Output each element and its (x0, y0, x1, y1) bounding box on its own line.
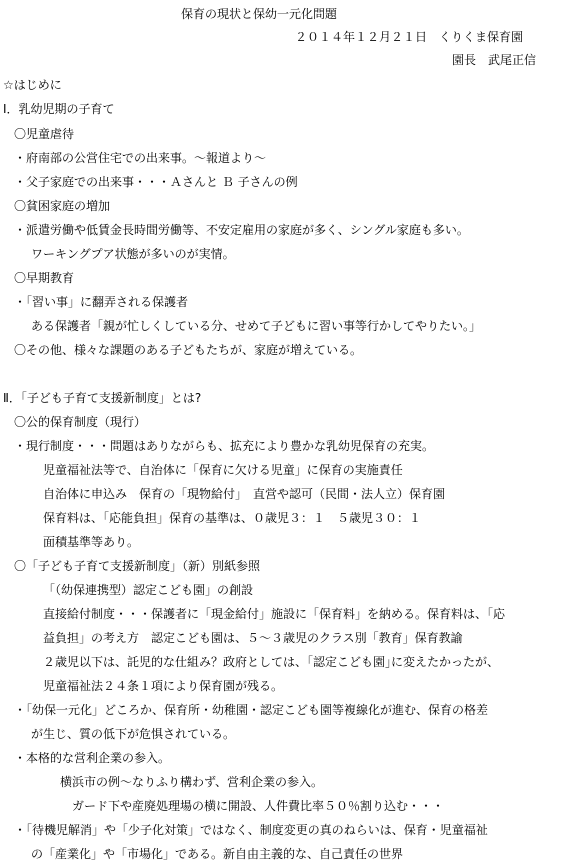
text-line: ・府南部の公営住宅での出来事。～報道より～ (14, 151, 267, 165)
text-line: ・本格的な営利企業の参入。 (14, 751, 171, 765)
section-1-heading: Ⅰ．乳幼児期の子育て (3, 102, 115, 116)
subheading-public-childcare: 〇公的保育制度（現行） (14, 415, 147, 429)
text-line: ・父子家庭での出来事・・・Ａさんと Ｂ 子さんの例 (14, 175, 298, 189)
text-line: ワーキングプア状態が多いのが実情。 (31, 247, 235, 261)
text-line: 益負担」の考え方 認定こども園は、５～３歳児のクラス別「教育」保育教諭 (43, 631, 463, 645)
text-line: ・現行制度・・・問題はありながらも、拡充により豊かな乳幼児保育の充実。 (14, 439, 435, 453)
subheading-poverty: 〇貧困家庭の増加 (14, 199, 111, 213)
text-line: ガード下や産廃処理場の横に開設、人件費比率５０％割り込む・・・ (72, 799, 445, 813)
author-line: 園長 武尾正信 (452, 53, 537, 67)
text-line: 自治体に申込み 保育の「現物給付」 直営や認可（民間・法人立）保育園 (43, 487, 446, 501)
text-line: 「（幼保連携型）認定こども園」の創設 (43, 583, 254, 597)
subheading-early-education: 〇早期教育 (14, 271, 75, 285)
text-line: 横浜市の例～なりふり構わず、営利企業の参入。 (60, 775, 324, 789)
text-line: 児童福祉法等で、自治体に「保育に欠ける児童」に保育の実施責任 (43, 463, 403, 477)
text-line: ・「幼保一元化」どころか、保育所・幼稚園・認定こども園等複線化が進む、保育の格差 (14, 703, 489, 717)
text-line: の「産業化」や「市場化」である。新自由主義的な、自己責任の世界 (31, 847, 404, 861)
subheading-other-issues: 〇その他、様々な課題のある子どもたちが、家庭が増えている。 (14, 343, 363, 357)
text-line: 児童福祉法２４条１項により保育園が残る。 (43, 679, 284, 693)
text-line: ・派遣労働や低賃金長時間労働等、不安定雇用の家庭が多く、シングル家庭も多い。 (14, 223, 469, 237)
text-line: 保育料は、「応能負担」保育の基準は、０歳児３：１ ５歳児３０：１ (43, 511, 422, 525)
section-2-heading: Ⅱ．「子ども子育て支援新制度」とは? (3, 391, 202, 405)
text-line: ある保護者「親が忙しくしている分、せめて子どもに習い事等行かしてやりたい。」 (31, 319, 482, 333)
intro-heading: ☆はじめに (3, 78, 62, 92)
text-line: 直接給付制度・・・保護者に「現金給付」施設に「保育料」を納める。保育料は、「応 (43, 607, 506, 621)
subheading-new-system: 〇「子ども子育て支援新制度」（新）別紙参照 (14, 559, 261, 573)
text-line: ２歳児以下は、託児的な仕組み？政府としては、｢認定こども園｣に変えたかったが、 (43, 655, 500, 669)
text-line: ・「習い事」に翻弄される保護者 (14, 295, 189, 309)
document-title: 保育の現状と保幼一元化問題 (181, 7, 338, 21)
subheading-child-abuse: 〇児童虐待 (14, 127, 75, 141)
text-line: が生じ、質の低下が危惧されている。 (31, 727, 236, 741)
date-and-organization: ２０１４年１２月２１日 くりくま保育園 (295, 30, 524, 44)
text-line: ・「待機児解消」や「少子化対策」ではなく、制度変更の真のねらいは、保育・児童福祉 (14, 823, 488, 837)
text-line: 面積基準等あり。 (43, 535, 140, 549)
